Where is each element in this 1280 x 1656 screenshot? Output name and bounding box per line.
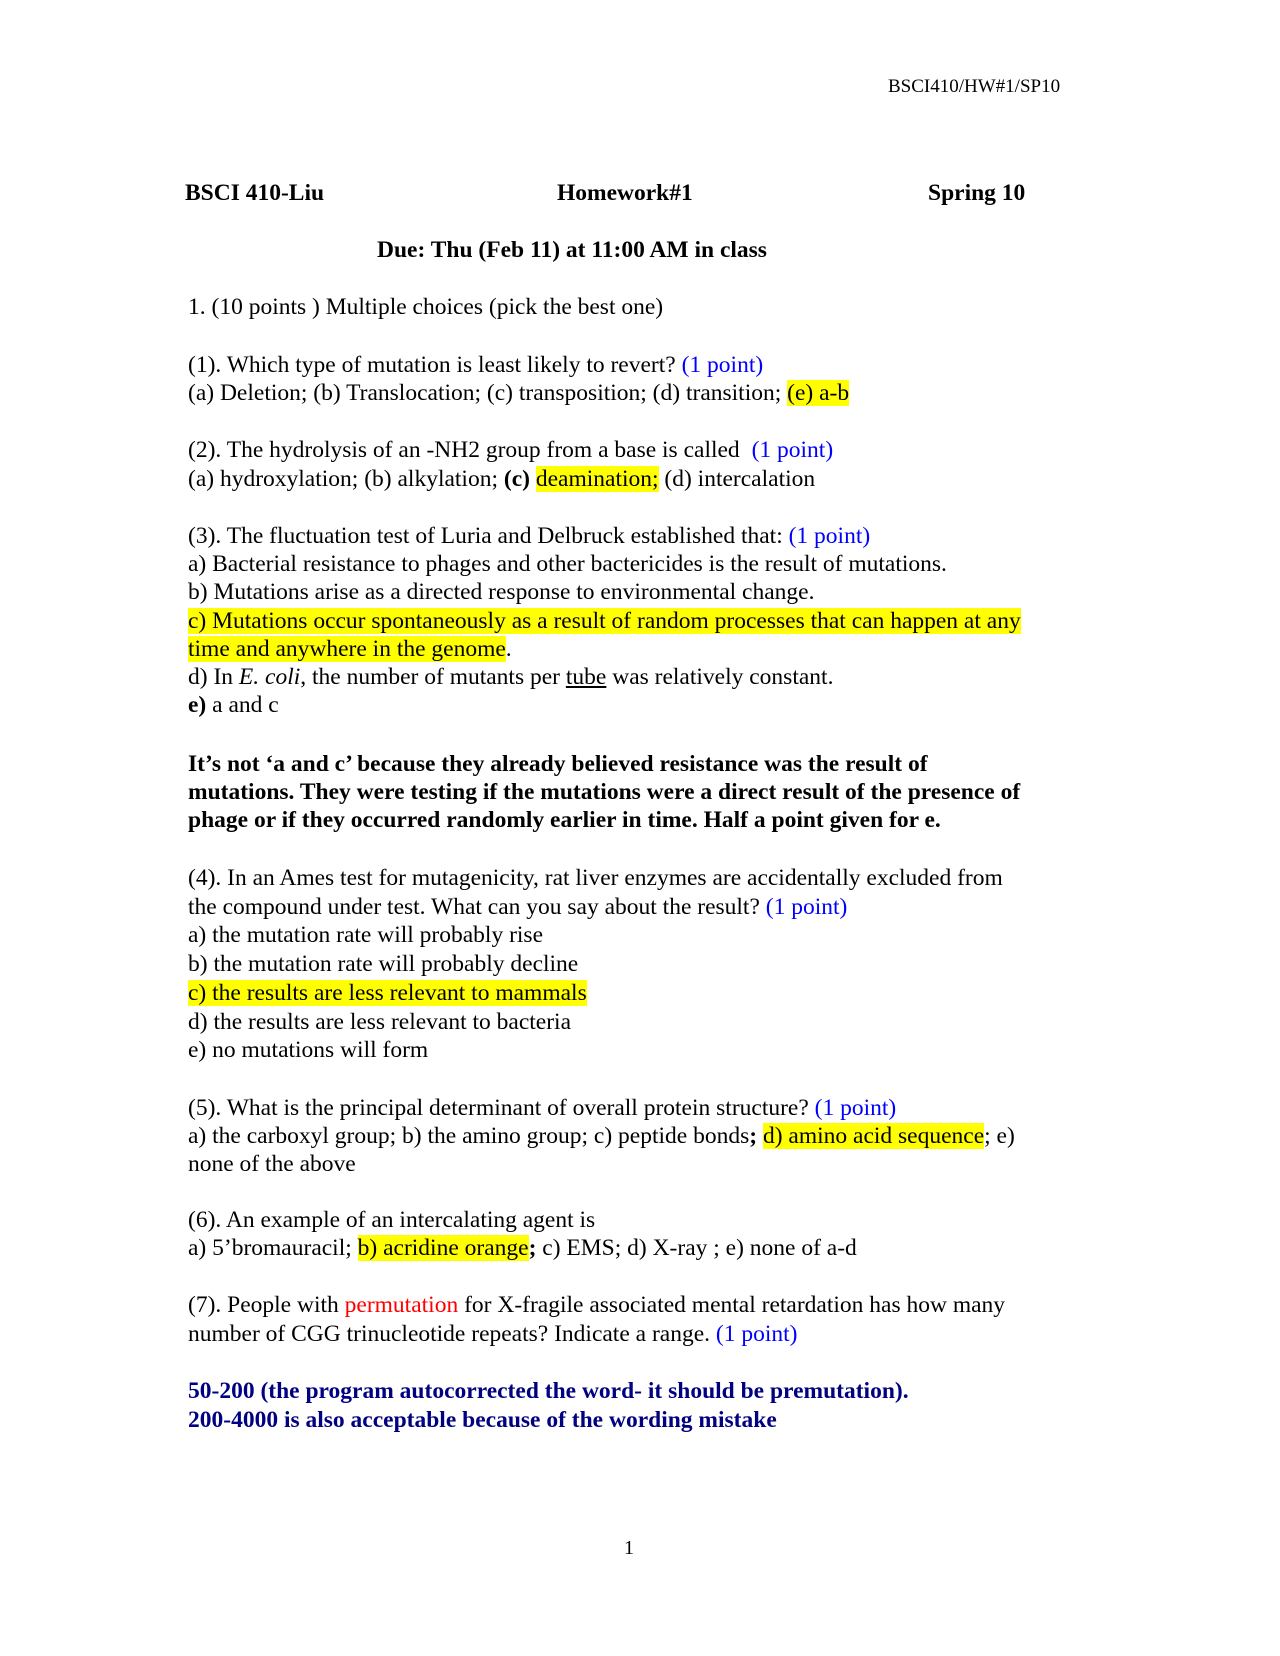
page-number: 1 [624, 1537, 634, 1559]
q3-d-mid: , the number of mutants per [300, 664, 560, 690]
q3-d-pre: d) In [188, 664, 234, 690]
q3-question [188, 522, 870, 550]
q5-points: (1 point) [814, 1095, 897, 1121]
q5-options-e: ; e) [984, 1123, 1015, 1149]
q6-answer: b) acridine orange [357, 1235, 529, 1261]
q3-note-line3: phage or if they occurred randomly earlier in time. Half a point given for e. [188, 807, 941, 833]
q7-answer-line1: 50-200 (the program autocorrected the word- it should be premutation). [188, 1378, 909, 1404]
q5-text: (5). What is the principal determinant of overall protein structure? [188, 1095, 809, 1121]
q6-options [188, 1234, 857, 1262]
q6-semicolon: ; [528, 1235, 537, 1261]
q1-options-text: (a) Deletion; (b) Translocation; (c) transposition; (d) transition; [188, 380, 782, 406]
q4-option-a: a) the mutation rate will probably rise [188, 922, 544, 948]
q4-option-e: e) no mutations will form [188, 1037, 429, 1063]
q3-answer-end: . [505, 636, 512, 662]
q6-options-a: a) 5’bromauracil; [188, 1235, 352, 1261]
course-title: BSCI 410-Liu [185, 180, 325, 206]
header-code: BSCI410/HW#1/SP10 [888, 76, 1061, 97]
term-title: Spring 10 [928, 180, 1026, 206]
due-date: Due: Thu (Feb 11) at 11:00 AM in class [377, 237, 767, 263]
q3-note-line1: It’s not ‘a and c’ because they already believed resistance was the result of [188, 751, 928, 777]
q3-option-c-line1 [188, 607, 1021, 635]
q4-option-c [188, 979, 587, 1007]
q2-text: (2). The hydrolysis of an -NH2 group from a base is called [188, 437, 740, 463]
q3-option-a: a) Bacterial resistance to phages and other bactericides is the result of mutations. [188, 551, 947, 577]
q3-option-b: b) Mutations arise as a directed response to environmental change. [188, 579, 815, 605]
q5-semicolon: ; [749, 1123, 758, 1149]
q1-text: (1). Which type of mutation is least likely to revert? [188, 352, 676, 378]
q4-text: the compound under test. What can you say about the result? [188, 894, 760, 920]
q3-e-letter: e) [188, 692, 207, 718]
q6-question: (6). An example of an intercalating agent is [188, 1207, 596, 1233]
q3-d-italic: E. coli [238, 664, 301, 690]
q3-note-line2: mutations. They were testing if the mutations were a direct result of the presence of [188, 779, 1021, 805]
q2-question [188, 436, 833, 464]
q4-line1: (4). In an Ames test for mutagenicity, rat liver enzymes are accidentally excluded from [188, 865, 1003, 891]
q2-options-d: (d) intercalation [664, 466, 816, 492]
q1-answer: (e) a-b [787, 380, 850, 406]
q7-answer-line2: 200-4000 is also acceptable because of the wording mistake [188, 1407, 777, 1433]
q3-d-underline: tube [565, 664, 607, 690]
q3-e-text: a and c [212, 692, 279, 718]
q3-option-c-line2 [188, 635, 512, 663]
q3-text: (3). The fluctuation test of Luria and Delbruck established that: [188, 523, 783, 549]
q5-options [188, 1122, 1015, 1150]
section1-heading: 1. (10 points ) Multiple choices (pick the best one) [188, 294, 664, 320]
q3-option-e [188, 691, 279, 719]
q7-line2 [188, 1320, 797, 1348]
q7-post: for X-fragile associated mental retardation has how many [464, 1292, 1006, 1318]
q5-options-text: a) the carboxyl group; b) the amino group; c) peptide bonds [188, 1123, 750, 1149]
q1-options [188, 379, 849, 407]
q2-answer-letter: (c) [503, 466, 530, 492]
assignment-title: Homework#1 [557, 180, 693, 206]
q5-question [188, 1094, 896, 1122]
q5-answer: d) amino acid sequence [762, 1123, 985, 1149]
q5-line2: none of the above [188, 1151, 356, 1177]
q1-points: (1 point) [681, 352, 764, 378]
q6-options-rest: c) EMS; d) X-ray ; e) none of a-d [542, 1235, 857, 1261]
q7-line1 [188, 1291, 1005, 1319]
q3-points: (1 point) [788, 523, 871, 549]
q1-question [188, 351, 763, 379]
q4-option-d: d) the results are less relevant to bacteria [188, 1009, 572, 1035]
q7-red-word: permutation [344, 1292, 459, 1318]
q3-option-d [188, 663, 833, 691]
q4-points: (1 point) [765, 894, 848, 920]
q2-answer: deamination; [535, 466, 659, 492]
q7-points: (1 point) [715, 1321, 798, 1347]
q3-answer-line2: time and anywhere in the genome [188, 636, 506, 662]
q2-options-a: (a) hydroxylation; (b) alkylation; [188, 466, 498, 492]
q7-text: number of CGG trinucleotide repeats? Indicate a range. [188, 1321, 711, 1347]
q2-points: (1 point) [751, 437, 834, 463]
q7-pre: (7). People with [188, 1292, 339, 1318]
q2-options [188, 465, 815, 493]
q3-answer-line1: c) Mutations occur spontaneously as a result of random processes that can happen at any [188, 608, 1021, 634]
q3-d-post: was relatively constant. [612, 664, 834, 690]
q4-answer: c) the results are less relevant to mammals [188, 980, 587, 1006]
q4-option-b: b) the mutation rate will probably decline [188, 951, 579, 977]
q4-line2 [188, 893, 847, 921]
